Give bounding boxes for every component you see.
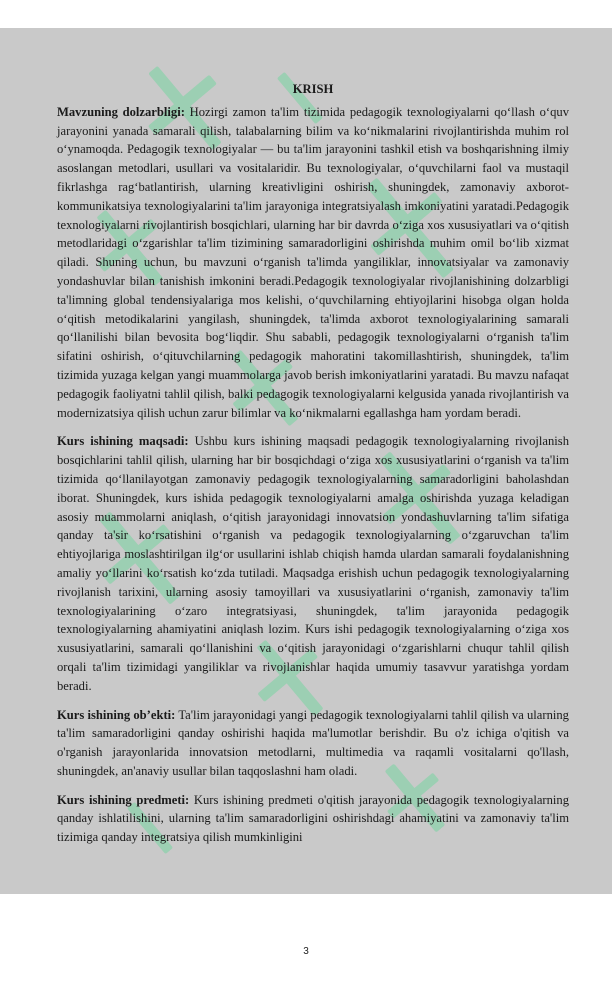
- paragraph-text: Ta'lim jarayonidagi yangi pedagogik texnologiyalarni tahlil qilish va ularning ta'lim samaradorligini qanday oshirishi haqida ma'lumotlar berishdir. Bu o'z ichiga o'qitish va o'rganish jarayonlarida innovatsion metodlarni, multimedia va raqamli vositalarni qo'llash, shuningdek, an'anaviy usullar bilan taqqoslashni ham oladi.: [57, 707, 569, 778]
- paragraph-text: Hozirgi zamon ta'lim tizimida pedagogik texnologiyalarni qo‘llash o‘quv jarayonini yanada samarali qilish, talabalarning bilim va ko‘nikmalarini rivojlantirishda muhim rol o‘ynamoqda. Pedagogik texnologiyalar — bu ta'lim jarayonini tashkil etish va boshqarishning ilmiy asoslangan metodlari, usullari va vositalaridir. Bu texnologiyalar, o‘quvchilarni faol va mustaqil fikrlashga rag‘batlantirish, ularning kreativligini oshirish, shuningdek, zamonaviy axborot-kommunikatsiya texnologiyalarini ta'lim jarayoniga integratsiyalash imkoniyatini yaratadi.Pedagogik texnologiyalarni rivojlantirish bosqichlari, ularning har bir davrda o‘ziga xos xususiyatlari va o‘qitish metodlaridagi o‘zgarishlar ta'lim tizimining samaradorligini oshirishda muhim omil bo‘lib xizmat qiladi. Shuning uchun, bu mavzuni o‘rganish ta'limda yangiliklar, innovatsiyalar va zamonaviy yondashuvlar bilan tanishish imkonini beradi.Pedagogik texnologiyalar rivojlanishining dolzarbligi ta'limning global tendensiyalariga mos kelishi, o‘quvchilarning ehtiyojlarini hisobga olgan holda o‘qitish metodikalarini yangilash, shuningdek, ta'limda axborot texnologiyalarining samarali qo‘llanilishi bilan bevosita bog‘liqdir. Shu sababli, pedagogik texnologiyalarni o‘rganish ta'lim sifatini oshirish, o‘qituvchilarning pedagogik mahoratini takomillashtirish, shuningdek, ta'lim tizimida yuzaga kelgan yangi muammolarga javob berish imkoniyatlarini yaratadi. Bu mavzu nafaqat pedagogik faoliyatni tahlil qilish, balki pedagogik texnologiyalarni kelgusida yanada rivojlantirish va modernizatsiya qilish uchun zarur bilimlar va ko‘nikmalarni egallashga ham yordam beradi.: [57, 104, 569, 420]
- document-title: KRISH: [292, 82, 334, 96]
- paragraph-label: Kurs ishining predmeti:: [57, 792, 190, 807]
- page-number: 3: [303, 946, 309, 957]
- paragraph-text: Ushbu kurs ishining maqsadi pedagogik texnologiyalarning rivojlanish bosqichlarini tahlil qilish, ularning har bir bosqichdagi o‘ziga xos xususiyatlarini o‘rganish va ta'lim tizimida qo‘llanilayotgan zamonaviy pedagogik texnologiyalarning samaradorligini baholashdan iborat. Shuningdek, kurs ishida pedagogik texnologiyalarni amalga oshirishda yuzaga keladigan asosiy muammolarni aniqlash, o‘qitish jarayonidagi innovatsion yondashuvlarning ta'lim sifatiga qanday ta'sir ko‘rsatishini o‘rganish va pedagogik texnologiyalarning o‘zgaruvchan ta'lim ehtiyojlariga moslashtirilgan ilg‘or usullarini ishlab chiqish hamda ulardan samarali foydalanishning amaliy yo‘llarini ko‘rsatish ko‘zda tutiladi. Maqsadga erishish uchun pedagogik texnologiyalarning rivojlanish tarixini, ularning asosiy tamoyillari va xususiyatlarini o‘rganish, zamonaviy ta'lim texnologiyalarining o‘zaro integratsiyasi, shuningdek, ta'lim jarayonida pedagogik texnologiyalarning ahamiyatini aniqlash lozim. Kurs ishi pedagogik texnologiyalarning o‘ziga xos xususiyatlarini, samarali qo‘llanishini va o‘qitish jarayonidagi o‘zgarishlarni chuqur tahlil qilish orqali ta'lim tizimidagi yangiliklar va rivojlanishlar haqida umumiy tasavvur yaratishga yordam beradi.: [57, 434, 569, 693]
- paragraph-label: Kurs ishining ob’ekti:: [57, 707, 176, 722]
- paragraph-label: Kurs ishining maqsadi:: [57, 434, 189, 449]
- paragraph-relevance: [57, 103, 569, 423]
- paragraph-label: Mavzuning dolzarbligi:: [57, 104, 185, 119]
- document-body: [57, 80, 569, 857]
- paragraph-text: Kurs ishining predmeti o'qitish jarayonida pedagogik texnologiyalarning qanday ishlatilishini, ularning ta'lim samaradorligini oshirishdagi ahamiyatini va zamonaviy ta'lim tizimiga qanday integratsiya qilish mumkinligini: [57, 792, 569, 845]
- paragraph-subject: [57, 791, 569, 847]
- paragraph-object: [57, 706, 569, 781]
- paragraph-goal: [57, 432, 569, 695]
